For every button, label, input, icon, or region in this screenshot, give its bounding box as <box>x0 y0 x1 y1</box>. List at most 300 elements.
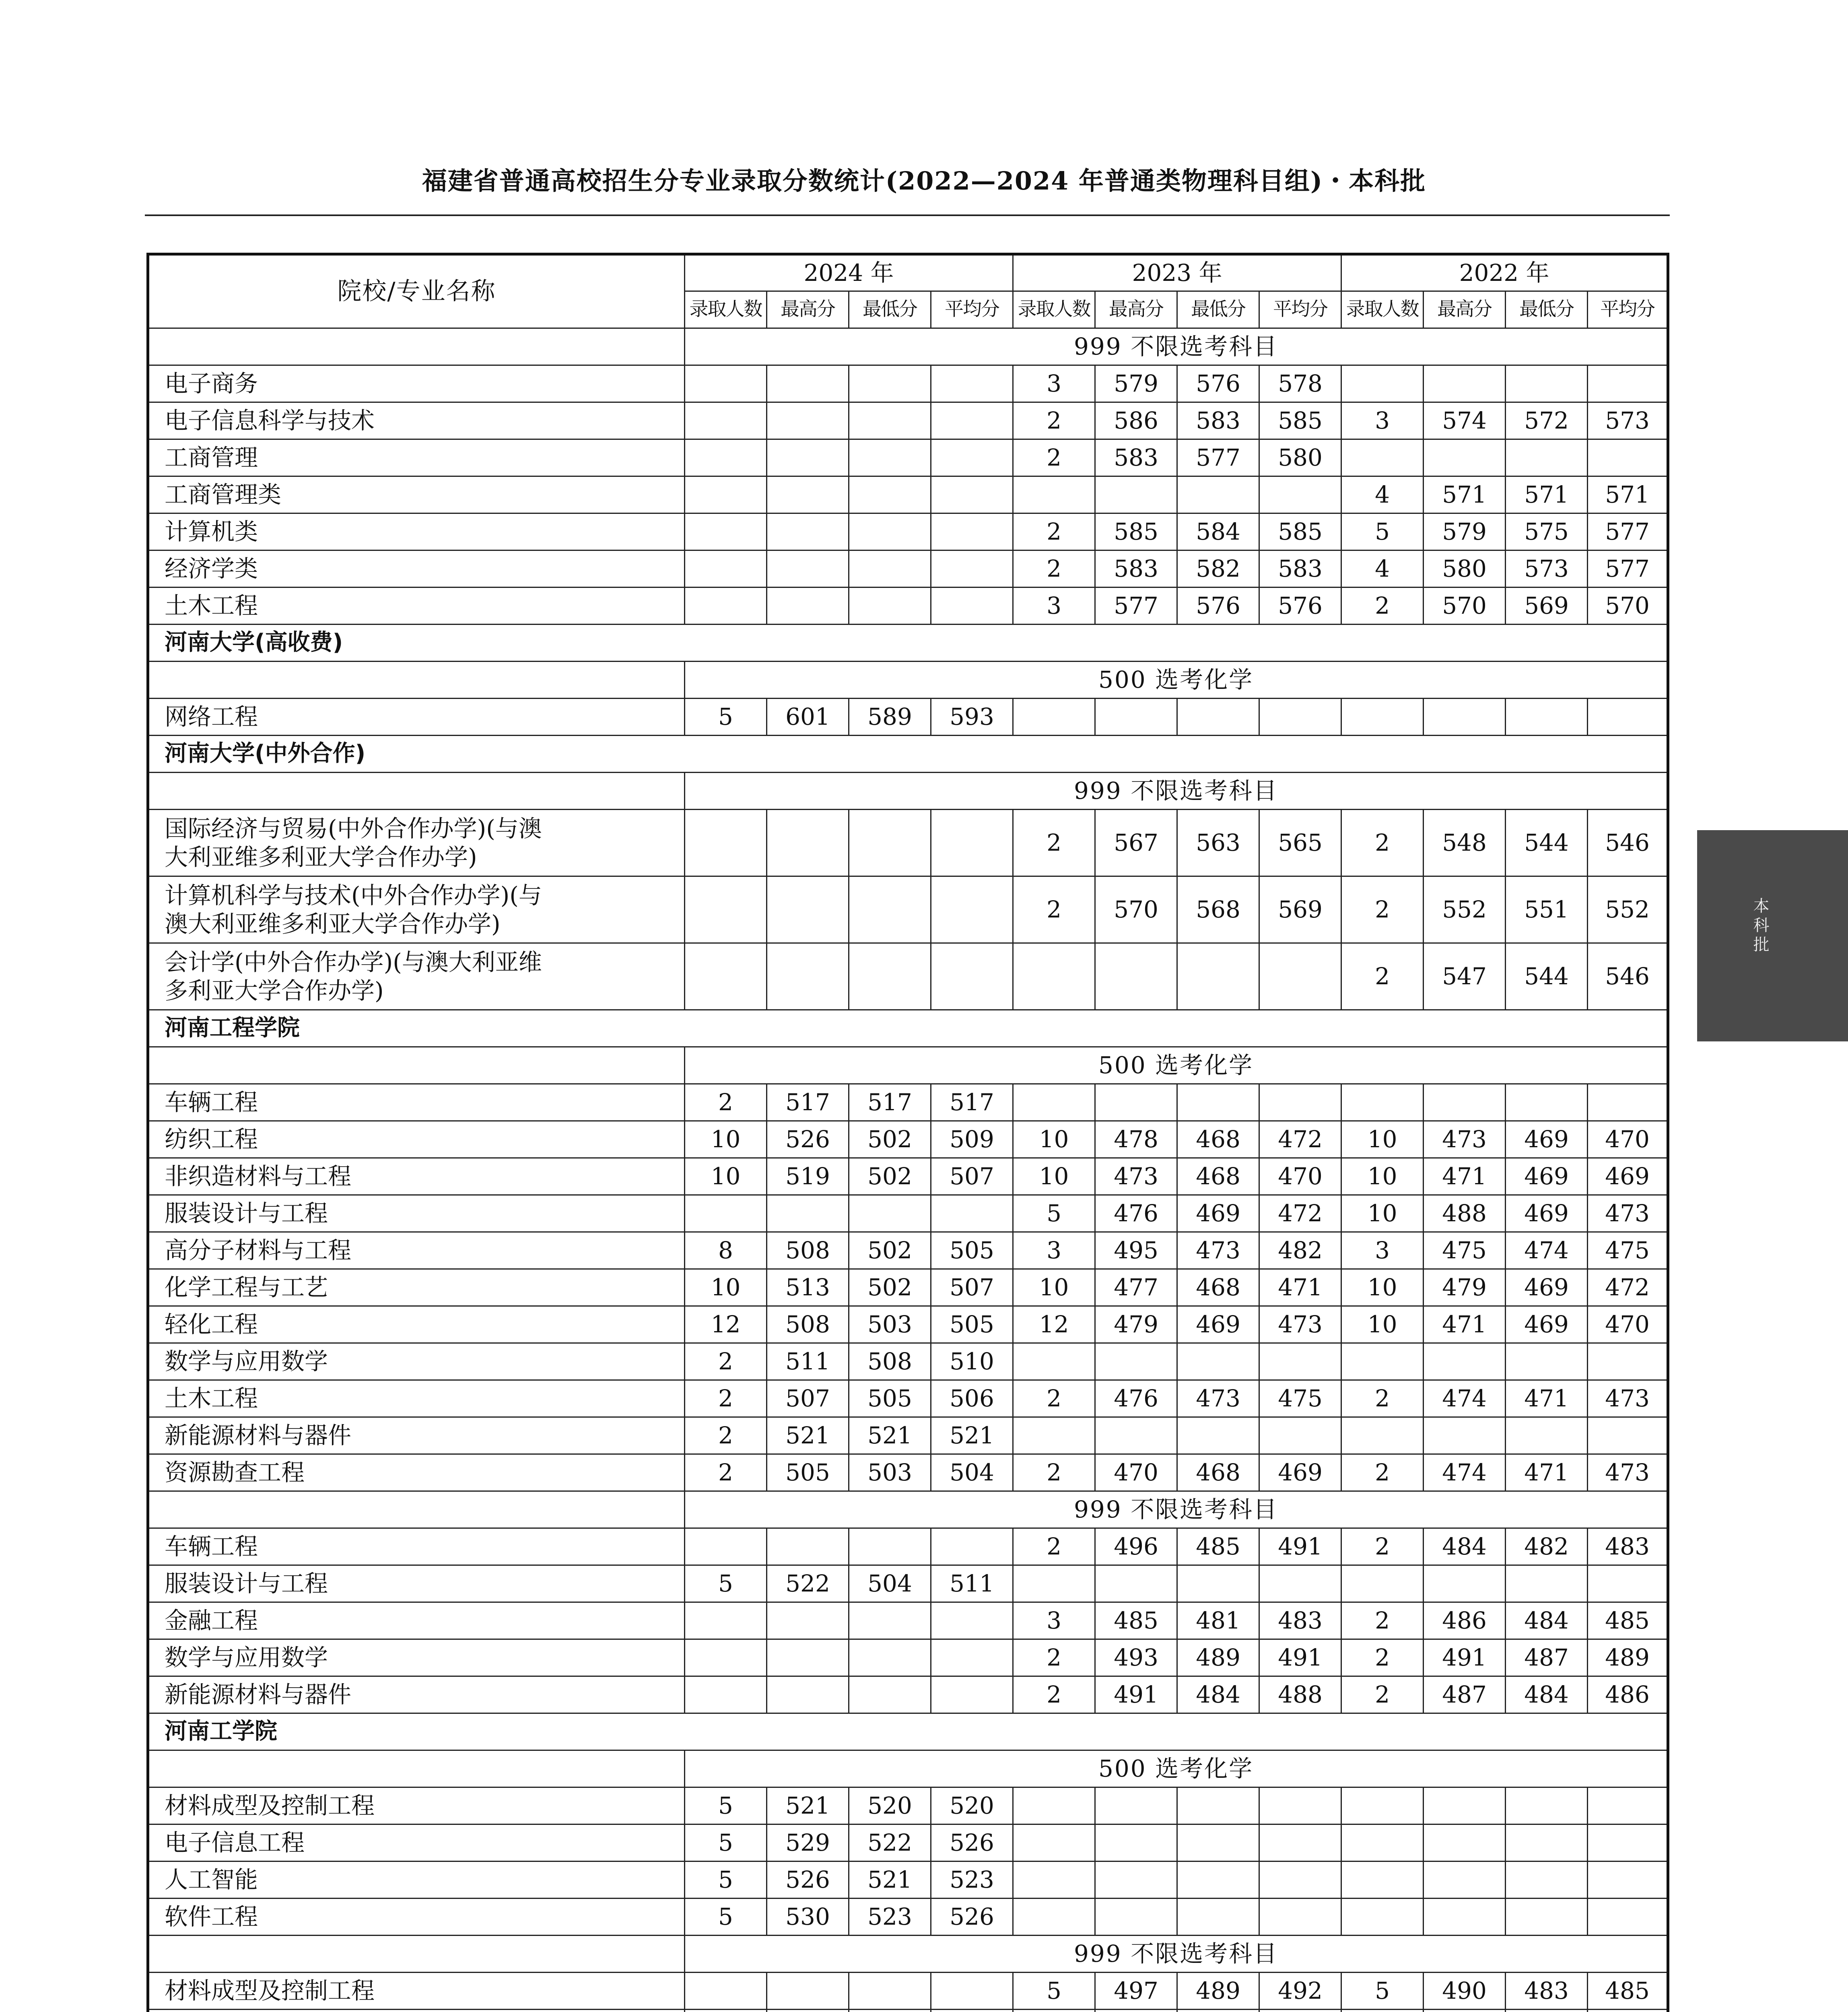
score-cell-2022-count: 4 <box>1341 550 1424 588</box>
score-cell-2024-min <box>849 1639 931 1676</box>
score-cell-2022-min: 469 <box>1506 1306 1588 1343</box>
sub-header-max: 最高分 <box>767 291 849 328</box>
score-cell-2024-max <box>767 365 849 402</box>
score-cell-2023-max: 493 <box>1095 1639 1177 1676</box>
score-table-container <box>146 253 1669 2012</box>
score-cell-2023-max: 478 <box>1095 1121 1177 1158</box>
score-cell-2023-avg: 470 <box>1259 1158 1341 1195</box>
score-cell-2022-avg <box>1588 365 1668 402</box>
score-cell-2022-count: 2 <box>1341 943 1424 1010</box>
score-cell-2023-min: 469 <box>1177 1306 1259 1343</box>
score-cell-2022-min: 569 <box>1506 588 1588 625</box>
table-row <box>148 439 1668 476</box>
score-cell-2023-count: 2 <box>1013 1454 1095 1491</box>
major-name: 纺织工程 <box>148 1121 685 1158</box>
score-cell-2022-count <box>1341 1899 1424 1936</box>
score-cell-2023-avg: 482 <box>1259 1232 1341 1269</box>
score-cell-2022-avg: 546 <box>1588 943 1668 1010</box>
score-cell-2023-min: 577 <box>1177 439 1259 476</box>
institution-row <box>148 1010 1668 1047</box>
score-cell-2024-min: 523 <box>849 1899 931 1936</box>
score-cell-2024-avg: 511 <box>931 1565 1013 1602</box>
major-name-line: 国际经济与贸易(中外合作办学)(与澳 <box>165 814 542 842</box>
score-cell-2022-avg: 483 <box>1588 1528 1668 1565</box>
score-cell-2024-avg <box>931 439 1013 476</box>
score-cell-2022-avg <box>1588 1787 1668 1824</box>
subject-requirement: 999 不限选考科目 <box>685 1936 1668 1973</box>
score-cell-2023-max: 477 <box>1095 1269 1177 1306</box>
score-cell-2022-count: 3 <box>1341 402 1424 439</box>
table-header <box>148 254 1668 328</box>
score-cell-2023-avg: 492 <box>1259 1973 1341 2010</box>
score-cell-2023-max: 585 <box>1095 513 1177 550</box>
score-cell-2024-min <box>849 1602 931 1639</box>
score-cell-2022-min <box>1506 699 1588 736</box>
empty-cell <box>148 773 685 810</box>
score-cell-2023-avg <box>1259 1343 1341 1380</box>
table-row <box>148 810 1668 876</box>
score-cell-2023-avg: 469 <box>1259 1454 1341 1491</box>
score-cell-2022-avg <box>1588 699 1668 736</box>
score-cell-2024-max: 508 <box>767 1232 849 1269</box>
score-cell-2024-avg: 507 <box>931 1158 1013 1195</box>
score-cell-2023-max <box>1095 1417 1177 1454</box>
score-cell-2023-max <box>1095 943 1177 1010</box>
score-cell-2022-avg: 573 <box>1588 402 1668 439</box>
score-cell-2023-avg: 585 <box>1259 402 1341 439</box>
major-name: 金融工程 <box>148 1602 685 1639</box>
score-cell-2022-avg: 473 <box>1588 1380 1668 1417</box>
major-name: 车辆工程 <box>148 1084 685 1121</box>
score-cell-2024-max: 601 <box>767 699 849 736</box>
subject-requirement: 999 不限选考科目 <box>685 773 1668 810</box>
major-name: 土木工程 <box>148 588 685 625</box>
score-cell-2023-min: 468 <box>1177 1121 1259 1158</box>
score-cell-2022-min <box>1506 2010 1588 2012</box>
score-cell-2024-min <box>849 365 931 402</box>
institution-name: 河南大学(中外合作) <box>148 736 1668 773</box>
score-cell-2023-min <box>1177 1084 1259 1121</box>
page-title: 福建省普通高校招生分专业录取分数统计(2022—2024 年普通类物理科目组)・本科批 <box>422 166 1426 196</box>
major-name: 电子信息科学与技术 <box>148 402 685 439</box>
score-cell-2022-count <box>1341 1565 1424 1602</box>
score-cell-2023-avg: 585 <box>1259 513 1341 550</box>
score-cell-2023-max: 583 <box>1095 550 1177 588</box>
score-cell-2023-avg <box>1259 1084 1341 1121</box>
major-name <box>148 943 685 1010</box>
score-cell-2022-max <box>1424 365 1506 402</box>
table-row <box>148 1639 1668 1676</box>
score-cell-2023-count: 2 <box>1013 550 1095 588</box>
major-name: 高分子材料与工程 <box>148 1232 685 1269</box>
empty-cell <box>148 1936 685 1973</box>
score-cell-2022-count <box>1341 2010 1424 2012</box>
score-cell-2023-max: 570 <box>1095 876 1177 943</box>
table-row <box>148 1417 1668 1454</box>
table-row <box>148 1380 1668 1417</box>
score-cell-2024-max <box>767 1195 849 1232</box>
subject-requirement: 500 选考化学 <box>685 1047 1668 1084</box>
score-cell-2022-max <box>1424 439 1506 476</box>
sub-header-max: 最高分 <box>1095 291 1177 328</box>
score-cell-2022-min: 573 <box>1506 550 1588 588</box>
score-cell-2023-count: 2 <box>1013 402 1095 439</box>
score-cell-2023-avg <box>1259 476 1341 513</box>
major-name: 数学与应用数学 <box>148 1343 685 1380</box>
score-cell-2023-max: 567 <box>1095 810 1177 876</box>
score-cell-2024-max: 505 <box>767 1454 849 1491</box>
score-cell-2023-count: 10 <box>1013 1121 1095 1158</box>
score-cell-2022-max: 486 <box>1424 1602 1506 1639</box>
score-cell-2023-max <box>1095 1787 1177 1824</box>
table-row <box>148 550 1668 588</box>
score-cell-2022-max: 474 <box>1424 1454 1506 1491</box>
score-cell-2024-count: 2 <box>685 1417 767 1454</box>
score-cell-2022-max: 474 <box>1424 1380 1506 1417</box>
score-cell-2024-avg: 504 <box>931 1454 1013 1491</box>
score-cell-2022-max <box>1424 699 1506 736</box>
score-cell-2022-max: 579 <box>1424 513 1506 550</box>
table-row <box>148 1676 1668 1713</box>
score-cell-2024-avg <box>931 365 1013 402</box>
score-cell-2024-count: 10 <box>685 1269 767 1306</box>
major-name: 轻化工程 <box>148 1306 685 1343</box>
score-cell-2023-max: 583 <box>1095 439 1177 476</box>
score-cell-2024-max <box>767 588 849 625</box>
score-cell-2023-min: 489 <box>1177 1973 1259 2010</box>
score-cell-2022-avg: 577 <box>1588 513 1668 550</box>
score-cell-2024-count <box>685 1602 767 1639</box>
score-cell-2024-avg <box>931 810 1013 876</box>
score-cell-2023-avg <box>1259 1824 1341 1862</box>
score-cell-2023-avg: 475 <box>1259 1380 1341 1417</box>
sub-header-avg: 平均分 <box>1259 291 1341 328</box>
score-cell-2022-min <box>1506 1343 1588 1380</box>
score-cell-2022-avg: 472 <box>1588 1269 1668 1306</box>
score-cell-2022-max: 491 <box>1424 1639 1506 1676</box>
score-cell-2022-count: 2 <box>1341 876 1424 943</box>
major-name: 新能源材料与器件 <box>148 1417 685 1454</box>
score-cell-2022-avg: 577 <box>1588 550 1668 588</box>
title-divider <box>145 214 1670 216</box>
table-row <box>148 2010 1668 2012</box>
table-row <box>148 1787 1668 1824</box>
score-cell-2022-count: 2 <box>1341 810 1424 876</box>
table-row <box>148 943 1668 1010</box>
score-cell-2023-avg: 583 <box>1259 550 1341 588</box>
score-cell-2024-count: 5 <box>685 1824 767 1862</box>
score-cell-2023-avg: 569 <box>1259 876 1341 943</box>
score-cell-2022-min: 572 <box>1506 402 1588 439</box>
score-cell-2023-min: 576 <box>1177 588 1259 625</box>
score-cell-2024-count <box>685 1528 767 1565</box>
score-cell-2024-max: 508 <box>767 1306 849 1343</box>
score-cell-2023-count: 3 <box>1013 1232 1095 1269</box>
score-cell-2022-max: 487 <box>1424 1676 1506 1713</box>
table-row <box>148 1862 1668 1899</box>
score-cell-2024-count: 10 <box>685 1158 767 1195</box>
score-cell-2024-max <box>767 513 849 550</box>
major-name: 软件工程 <box>148 1899 685 1936</box>
score-cell-2024-max <box>767 876 849 943</box>
score-cell-2023-count <box>1013 1862 1095 1899</box>
score-cell-2024-count: 2 <box>685 1380 767 1417</box>
table-row <box>148 1973 1668 2010</box>
score-cell-2023-max: 579 <box>1095 365 1177 402</box>
score-cell-2024-max <box>767 1639 849 1676</box>
score-cell-2022-min <box>1506 1417 1588 1454</box>
score-cell-2024-count <box>685 1973 767 2010</box>
score-cell-2022-avg: 486 <box>1588 1676 1668 1713</box>
major-name: 土木工程 <box>148 1380 685 1417</box>
score-cell-2024-avg: 505 <box>931 1232 1013 1269</box>
score-cell-2023-min: 489 <box>1177 1639 1259 1676</box>
score-cell-2023-max: 577 <box>1095 588 1177 625</box>
score-cell-2024-count <box>685 550 767 588</box>
subject-requirement: 999 不限选考科目 <box>685 1491 1668 1528</box>
score-cell-2024-avg: 509 <box>931 1121 1013 1158</box>
table-row <box>148 1121 1668 1158</box>
year-header-2023: 2023 年 <box>1013 254 1341 291</box>
score-cell-2024-min <box>849 810 931 876</box>
institution-name: 河南大学(高收费) <box>148 625 1668 662</box>
score-cell-2022-avg: 485 <box>1588 1602 1668 1639</box>
score-cell-2023-avg <box>1259 2010 1341 2012</box>
empty-cell <box>148 1750 685 1787</box>
score-cell-2022-max: 552 <box>1424 876 1506 943</box>
score-cell-2023-min: 582 <box>1177 550 1259 588</box>
requirement-row <box>148 1936 1668 1973</box>
score-cell-2023-min: 473 <box>1177 1232 1259 1269</box>
major-name: 新能源材料与器件 <box>148 1676 685 1713</box>
table-row <box>148 1195 1668 1232</box>
major-name: 非织造材料与工程 <box>148 1158 685 1195</box>
score-cell-2023-avg <box>1259 1862 1341 1899</box>
score-cell-2024-avg: 520 <box>931 1787 1013 1824</box>
score-cell-2024-min <box>849 588 931 625</box>
score-cell-2024-avg <box>931 2010 1013 2012</box>
score-cell-2022-max: 580 <box>1424 550 1506 588</box>
score-cell-2024-min: 502 <box>849 1158 931 1195</box>
empty-cell <box>148 1491 685 1528</box>
score-cell-2022-min <box>1506 1824 1588 1862</box>
score-cell-2023-max: 586 <box>1095 402 1177 439</box>
score-cell-2022-min: 484 <box>1506 1676 1588 1713</box>
score-cell-2024-avg <box>931 402 1013 439</box>
score-cell-2022-count: 2 <box>1341 1528 1424 1565</box>
score-cell-2024-avg <box>931 1528 1013 1565</box>
score-cell-2022-max: 479 <box>1424 1269 1506 1306</box>
score-cell-2022-min <box>1506 365 1588 402</box>
score-cell-2024-count: 5 <box>685 699 767 736</box>
section-side-tab <box>1697 830 1848 1041</box>
score-cell-2024-min: 589 <box>849 699 931 736</box>
requirement-row <box>148 662 1668 699</box>
score-cell-2023-max: 479 <box>1095 1306 1177 1343</box>
score-cell-2024-max <box>767 1676 849 1713</box>
score-cell-2022-max: 490 <box>1424 1973 1506 2010</box>
score-cell-2022-max <box>1424 1824 1506 1862</box>
table-row <box>148 1899 1668 1936</box>
score-cell-2022-min: 483 <box>1506 1973 1588 2010</box>
major-name: 网络工程 <box>148 699 685 736</box>
score-cell-2023-avg: 488 <box>1259 1676 1341 1713</box>
score-cell-2022-avg: 546 <box>1588 810 1668 876</box>
table-row <box>148 365 1668 402</box>
sub-header-avg: 平均分 <box>931 291 1013 328</box>
year-header-2022: 2022 年 <box>1341 254 1668 291</box>
score-cell-2024-min <box>849 402 931 439</box>
score-cell-2023-avg: 565 <box>1259 810 1341 876</box>
score-cell-2024-min <box>849 1195 931 1232</box>
score-cell-2024-count <box>685 513 767 550</box>
score-cell-2024-avg <box>931 1676 1013 1713</box>
score-cell-2022-count: 2 <box>1341 1639 1424 1676</box>
score-cell-2024-count <box>685 439 767 476</box>
score-cell-2022-min: 469 <box>1506 1195 1588 1232</box>
score-cell-2024-min <box>849 550 931 588</box>
sub-header-count: 录取人数 <box>685 291 767 328</box>
score-cell-2024-avg: 510 <box>931 1343 1013 1380</box>
score-cell-2023-count: 2 <box>1013 810 1095 876</box>
score-cell-2024-max <box>767 476 849 513</box>
score-cell-2024-avg: 517 <box>931 1084 1013 1121</box>
score-cell-2024-avg <box>931 588 1013 625</box>
score-cell-2022-avg: 485 <box>1588 1973 1668 2010</box>
score-cell-2024-avg: 505 <box>931 1306 1013 1343</box>
score-cell-2024-max: 511 <box>767 1343 849 1380</box>
score-cell-2024-avg <box>931 1639 1013 1676</box>
score-cell-2023-max: 485 <box>1095 1602 1177 1639</box>
score-cell-2022-max <box>1424 1084 1506 1121</box>
score-cell-2024-min: 508 <box>849 1343 931 1380</box>
score-cell-2023-count: 10 <box>1013 1269 1095 1306</box>
score-cell-2023-avg: 472 <box>1259 1195 1341 1232</box>
score-cell-2022-min: 571 <box>1506 476 1588 513</box>
score-cell-2023-count: 2 <box>1013 1676 1095 1713</box>
score-cell-2023-count: 3 <box>1013 365 1095 402</box>
score-cell-2024-max <box>767 1973 849 2010</box>
score-cell-2022-avg <box>1588 2010 1668 2012</box>
table-row <box>148 402 1668 439</box>
score-cell-2024-max <box>767 810 849 876</box>
score-cell-2022-count: 2 <box>1341 588 1424 625</box>
score-cell-2024-count <box>685 876 767 943</box>
score-cell-2024-count <box>685 402 767 439</box>
score-cell-2023-min <box>1177 943 1259 1010</box>
score-cell-2022-avg <box>1588 1899 1668 1936</box>
score-cell-2023-min <box>1177 1824 1259 1862</box>
empty-cell <box>148 1047 685 1084</box>
score-cell-2024-count: 2 <box>685 1454 767 1491</box>
score-cell-2022-count: 10 <box>1341 1158 1424 1195</box>
score-cell-2022-min: 471 <box>1506 1454 1588 1491</box>
major-name: 材料成型及控制工程 <box>148 1787 685 1824</box>
score-cell-2024-avg: 593 <box>931 699 1013 736</box>
score-cell-2023-count: 10 <box>1013 1158 1095 1195</box>
score-cell-2022-avg <box>1588 1862 1668 1899</box>
score-cell-2022-min <box>1506 1899 1588 1936</box>
score-cell-2023-avg <box>1259 1417 1341 1454</box>
score-cell-2024-min: 503 <box>849 1454 931 1491</box>
score-cell-2024-min: 502 <box>849 1232 931 1269</box>
score-cell-2023-count <box>1013 1343 1095 1380</box>
score-cell-2023-avg: 578 <box>1259 365 1341 402</box>
score-cell-2023-count <box>1013 1824 1095 1862</box>
score-cell-2024-max: 530 <box>767 1899 849 1936</box>
score-cell-2022-max <box>1424 1417 1506 1454</box>
score-cell-2024-avg: 526 <box>931 1899 1013 1936</box>
score-cell-2022-count <box>1341 1084 1424 1121</box>
score-cell-2022-count: 10 <box>1341 1306 1424 1343</box>
sub-header-count: 录取人数 <box>1341 291 1424 328</box>
score-cell-2024-avg <box>931 476 1013 513</box>
score-cell-2022-avg <box>1588 1084 1668 1121</box>
score-cell-2022-min: 544 <box>1506 810 1588 876</box>
score-cell-2023-min: 563 <box>1177 810 1259 876</box>
score-cell-2023-max <box>1095 1824 1177 1862</box>
score-cell-2023-avg: 473 <box>1259 1306 1341 1343</box>
table-body <box>148 328 1668 2012</box>
score-cell-2023-min <box>1177 476 1259 513</box>
score-cell-2023-max <box>1095 699 1177 736</box>
score-cell-2022-count: 4 <box>1341 476 1424 513</box>
score-cell-2024-min: 522 <box>849 1824 931 1862</box>
score-cell-2023-count <box>1013 1084 1095 1121</box>
score-cell-2023-count <box>1013 699 1095 736</box>
score-cell-2022-min: 469 <box>1506 1269 1588 1306</box>
section-side-tab-label: 本科批 <box>1751 897 1769 955</box>
requirement-row <box>148 1047 1668 1084</box>
score-cell-2024-min: 503 <box>849 1306 931 1343</box>
table-row <box>148 1528 1668 1565</box>
score-cell-2022-count <box>1341 1787 1424 1824</box>
score-cell-2024-count: 5 <box>685 1862 767 1899</box>
score-cell-2023-min: 481 <box>1177 1602 1259 1639</box>
score-cell-2024-count: 2 <box>685 1084 767 1121</box>
score-cell-2022-count <box>1341 1824 1424 1862</box>
score-cell-2022-count <box>1341 699 1424 736</box>
major-name: 经济学类 <box>148 550 685 588</box>
score-cell-2022-max: 488 <box>1424 1195 1506 1232</box>
score-cell-2022-min: 487 <box>1506 1639 1588 1676</box>
score-cell-2023-count: 2 <box>1013 1639 1095 1676</box>
score-cell-2024-avg <box>931 1602 1013 1639</box>
score-cell-2024-max: 522 <box>767 1565 849 1602</box>
score-cell-2023-max <box>1095 1565 1177 1602</box>
score-cell-2024-avg: 506 <box>931 1380 1013 1417</box>
score-cell-2023-avg <box>1259 1787 1341 1824</box>
sub-header-min: 最低分 <box>1506 291 1588 328</box>
score-cell-2024-count <box>685 2010 767 2012</box>
score-cell-2023-min: 468 <box>1177 1158 1259 1195</box>
score-cell-2024-max: 529 <box>767 1824 849 1862</box>
score-cell-2024-count <box>685 1676 767 1713</box>
score-cell-2022-max: 471 <box>1424 1306 1506 1343</box>
score-cell-2023-max: 476 <box>1095 1195 1177 1232</box>
major-name-line: 计算机科学与技术(中外合作办学)(与 <box>165 881 542 909</box>
score-cell-2023-min: 485 <box>1177 1528 1259 1565</box>
score-cell-2024-min <box>849 1528 931 1565</box>
score-cell-2023-min <box>1177 699 1259 736</box>
score-cell-2022-avg <box>1588 1417 1668 1454</box>
score-cell-2022-min <box>1506 1565 1588 1602</box>
score-cell-2023-min: 468 <box>1177 1269 1259 1306</box>
score-cell-2023-max: 495 <box>1095 1232 1177 1269</box>
institution-name: 河南工学院 <box>148 1713 1668 1750</box>
institution-row <box>148 736 1668 773</box>
score-cell-2023-min <box>1177 1787 1259 1824</box>
